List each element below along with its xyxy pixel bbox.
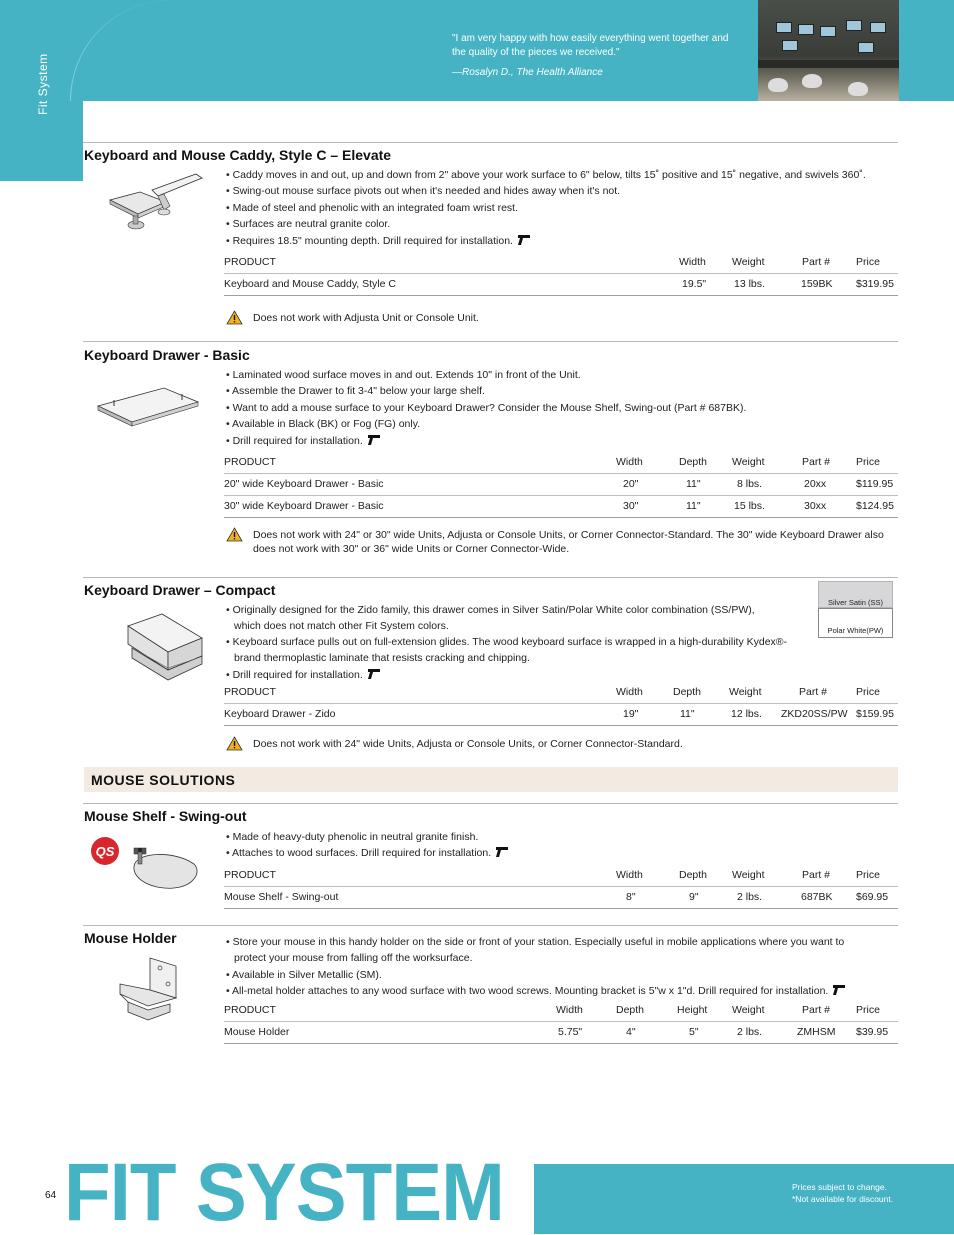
list-item: • Available in Black (BK) or Fog (FG) only. <box>226 416 746 432</box>
list-item: • Requires 18.5" mounting depth. Drill required for installation. <box>226 233 866 249</box>
list-item: • All-metal holder attaches to any wood surface with two wood screws. Mounting bracket is 5"w x 1"d. Drill required for installation. <box>226 983 846 999</box>
drill-icon <box>832 984 846 996</box>
list-item-continuation: protect your mouse from falling off the worksurface. <box>234 952 473 965</box>
section-divider <box>83 925 898 926</box>
table-header: PRODUCT Width Depth Weight Part # Price <box>224 682 898 704</box>
mouse-holder-illustration <box>114 954 188 1024</box>
band-title: MOUSE SOLUTIONS <box>91 772 236 788</box>
list-item: • Laminated wood surface moves in and out. Extends 10" in front of the Unit. <box>226 367 746 383</box>
drawer-compact-table <box>224 682 898 726</box>
mouse-holder-bullets <box>226 934 846 1000</box>
swatch-silver-satin: Silver Satin (SS) <box>818 581 893 608</box>
section-title-drawer-compact: Keyboard Drawer – Compact <box>84 582 276 598</box>
table-row: Mouse Shelf - Swing-out 8" 9" 2 lbs. 687BK $69.95 <box>224 887 898 909</box>
section-title-caddy: Keyboard and Mouse Caddy, Style C – Elevate <box>84 147 392 163</box>
testimonial-author: —Rosalyn D., The Health Alliance <box>452 67 603 78</box>
section-title-mouse-holder: Mouse Holder <box>84 930 177 946</box>
testimonial-quote: "I am very happy with how easily everything went together and the quality of the pieces we received." <box>452 33 729 58</box>
price-note: Prices subject to change. <box>792 1182 887 1192</box>
list-item: • Swing-out mouse surface pivots out when it's needed and hides away when it's not. <box>226 183 866 199</box>
table-row: Keyboard and Mouse Caddy, Style C 19.5" 13 lbs. 159BK $319.95 <box>224 274 898 296</box>
table-row: 30" wide Keyboard Drawer - Basic 30" 11" 15 lbs. 30xx $124.95 <box>224 496 898 518</box>
list-item: • Store your mouse in this handy holder on the side or front of your station. Especially useful in mobile applications where you want to <box>226 936 845 948</box>
brand-title: FIT SYSTEM <box>64 1147 504 1235</box>
drawer-compact-bullets <box>226 602 787 683</box>
table-header: PRODUCT Width Depth Weight Part # Price <box>224 865 898 887</box>
warning-icon <box>226 527 243 542</box>
list-item: • Want to add a mouse surface to your Keyboard Drawer? Consider the Mouse Shelf, Swing-out (Part # 687BK). <box>226 400 746 416</box>
list-item: • Originally designed for the Zido family, this drawer comes in Silver Satin/Polar White color combination (SS/PW), <box>226 604 755 616</box>
page-number: 64 <box>45 1190 57 1201</box>
mouse-solutions-band <box>84 767 898 792</box>
keyboard-caddy-illustration <box>106 170 206 232</box>
warning-icon <box>226 310 243 325</box>
discount-note: *Not available for discount. <box>792 1194 894 1204</box>
table-row: 20" wide Keyboard Drawer - Basic 20" 11" 8 lbs. 20xx $119.95 <box>224 474 898 496</box>
table-row: Mouse Holder 5.75" 4" 5" 2 lbs. ZMHSM $39.95 <box>224 1022 898 1044</box>
list-item: • Available in Silver Metallic (SM). <box>226 968 382 981</box>
list-item-continuation: which does not match other Fit System colors. <box>234 620 449 633</box>
drill-icon <box>517 234 531 246</box>
drawer-basic-table <box>224 452 898 518</box>
list-item: • Keyboard surface pulls out on full-extension glides. The wood keyboard surface is wrapped in a high-durability Kydex®- <box>226 635 788 648</box>
swatch-polar-white: Polar White(PW) <box>818 608 893 638</box>
section-divider <box>83 142 898 143</box>
mouse-shelf-illustration <box>124 842 204 892</box>
side-label: Fit System <box>36 53 50 115</box>
svg-text:QS: QS <box>95 844 115 859</box>
office-photo <box>758 0 899 101</box>
section-title-drawer-basic: Keyboard Drawer - Basic <box>84 347 250 363</box>
section-divider <box>83 577 898 578</box>
mouse-shelf-bullets <box>226 829 509 862</box>
drill-icon <box>495 846 509 858</box>
table-header: PRODUCT Width Depth Height Weight Part # Price <box>224 1000 898 1022</box>
list-item: • Attaches to wood surfaces. Drill required for installation. <box>226 845 509 861</box>
footer-note <box>792 1181 893 1205</box>
table-header: PRODUCT Width Depth Weight Part # Price <box>224 452 898 474</box>
mouse-shelf-table <box>224 865 898 909</box>
warning-icon <box>226 736 243 751</box>
list-item-continuation: brand thermoplastic laminate that resists cracking and chipping. <box>234 652 530 665</box>
caddy-bullets <box>226 167 866 249</box>
list-item: • Drill required for installation. <box>226 433 746 449</box>
drill-icon <box>367 668 381 680</box>
drill-icon <box>367 434 381 446</box>
list-item: • Drill required for installation. <box>226 667 787 683</box>
section-title-mouse-shelf: Mouse Shelf - Swing-out <box>84 808 247 824</box>
section-divider <box>83 341 898 342</box>
color-swatches <box>818 581 893 638</box>
list-item: • Made of steel and phenolic with an integrated foam wrist rest. <box>226 200 866 216</box>
list-item: • Surfaces are neutral granite color. <box>226 216 866 232</box>
table-row: Keyboard Drawer - Zido 19" 11" 12 lbs. ZKD20SS/PW $159.95 <box>224 704 898 726</box>
list-item: • Caddy moves in and out, up and down from 2" above your work surface to 6" below, tilts 15˚ positive and 15˚ negative, and swivels 360˚. <box>226 167 866 183</box>
quick-ship-badge-icon <box>90 836 120 866</box>
mouse-holder-table <box>224 1000 898 1044</box>
compact-drawer-illustration <box>122 608 210 686</box>
caddy-table <box>224 252 898 296</box>
list-item: • Assemble the Drawer to fit 3-4" below your large shelf. <box>226 383 746 399</box>
table-header: PRODUCT Width Weight Part # Price <box>224 252 898 274</box>
list-item: • Made of heavy-duty phenolic in neutral granite finish. <box>226 829 509 845</box>
drawer-basic-bullets <box>226 367 746 449</box>
section-divider <box>83 803 898 804</box>
keyboard-drawer-illustration <box>94 384 204 430</box>
